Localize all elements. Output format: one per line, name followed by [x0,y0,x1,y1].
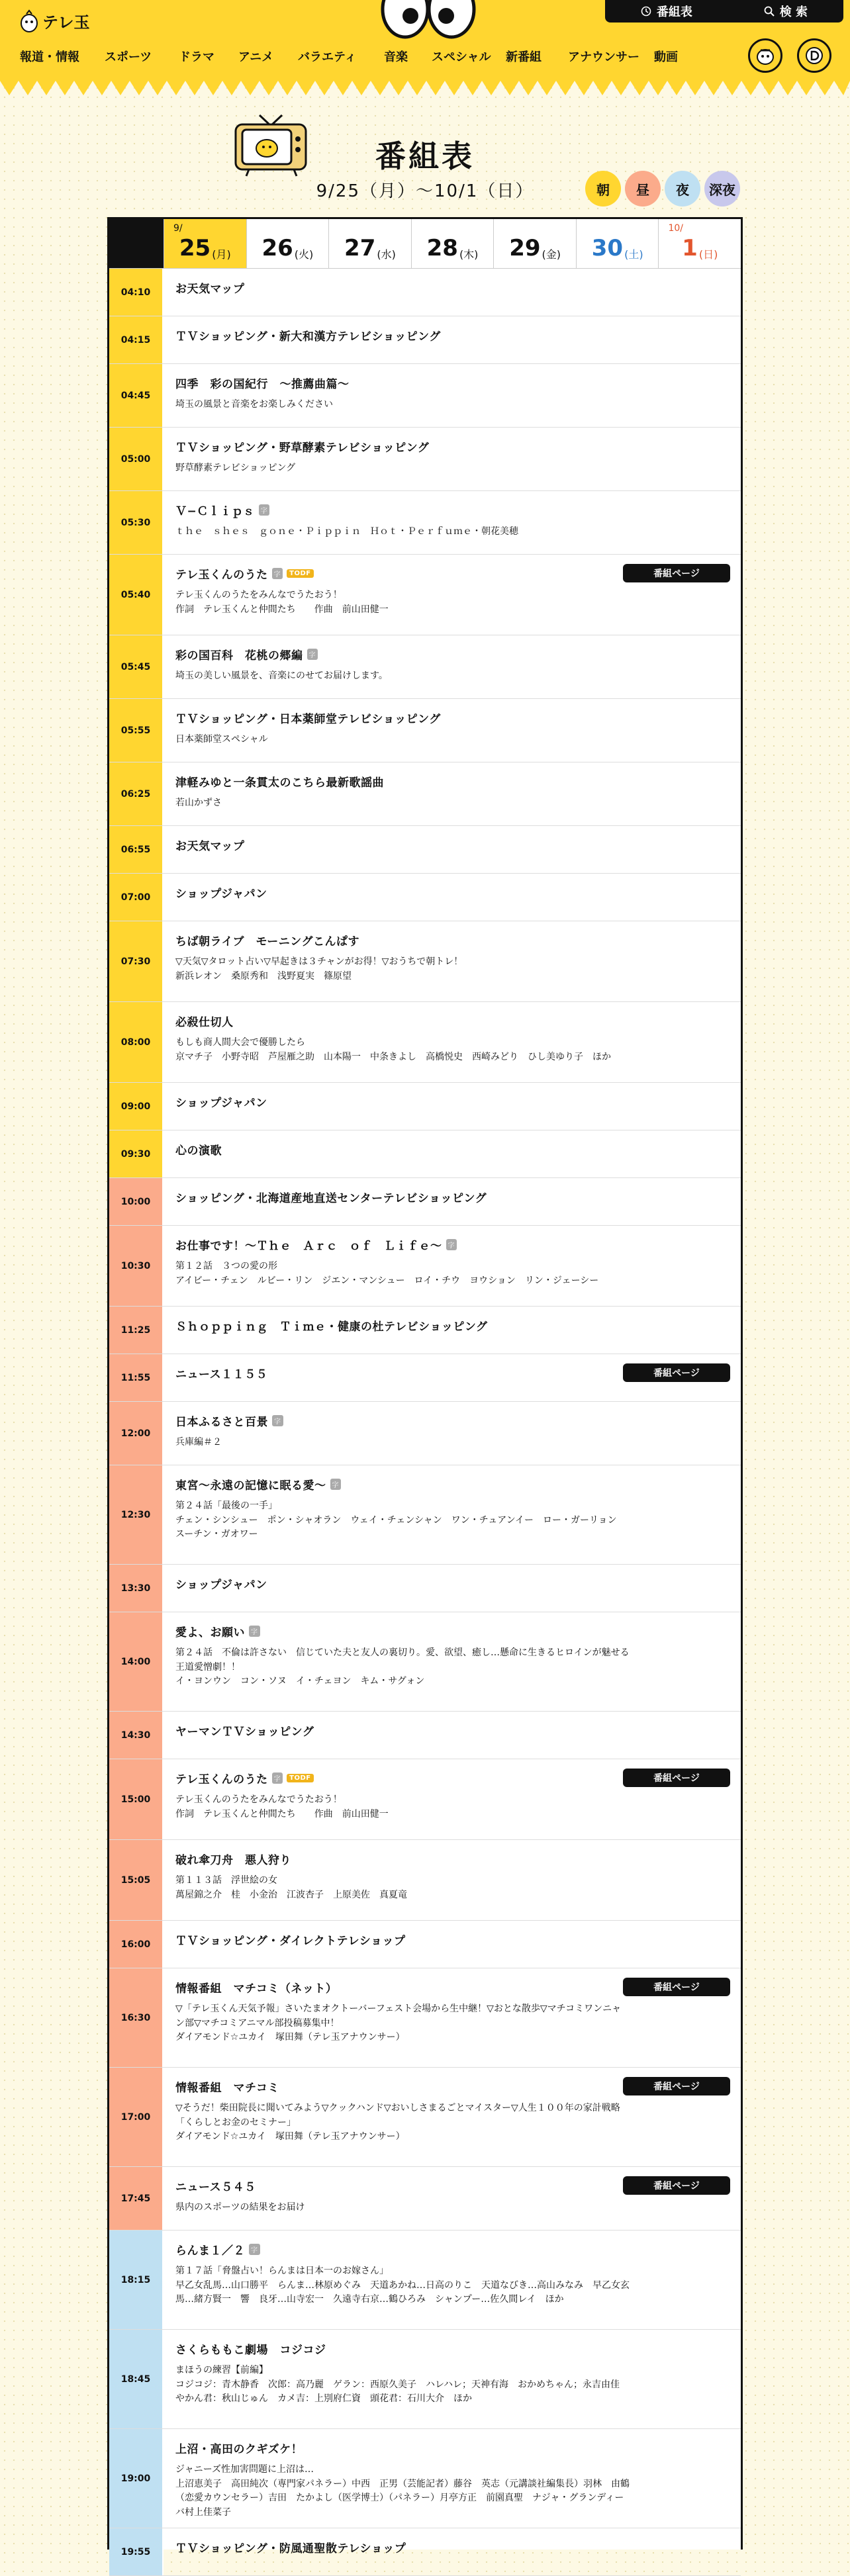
program-description-line: 早乙女乱馬…山口勝平 らんま…林原めぐみ 天道あかね…日高のりこ 天道なびき…高山みなみ 早乙女玄馬…緒方賢一 響 良牙…山寺宏一 久遠寺右京…鶴ひろみ シャンプー…佐久間レイ ほか [175,2279,630,2305]
program-description-line: 埼玉の風景と音楽をお楽しみください [175,399,333,410]
program-description-line: ダイアモンド☆ユカイ 塚田舞（テレ玉アナウンサー） [175,2032,405,2043]
program-time: 16:30 [109,1968,164,2067]
program-body [164,269,741,316]
day-tabs [109,219,741,269]
day-tab-month: 9/ [173,223,183,234]
program-description [175,398,729,412]
program-body [164,1565,741,1612]
nav-news[interactable]: 報道・情報 [20,50,79,64]
program-row[interactable] [109,1612,741,1712]
program-time: 08:00 [109,1002,164,1082]
site-header [0,0,850,81]
program-title-line [175,375,729,391]
program-time: 05:30 [109,491,164,554]
program-time: 19:00 [109,2429,164,2528]
program-description-line: 萬屋錦之介 桂 小金治 江波杏子 上原美佐 真夏竜 [175,1889,407,1900]
program-title[interactable]: ショップジャパン [175,888,267,901]
day-tab-weekday: (月) [212,248,231,261]
program-title[interactable]: ＴＶショッピング・野草酵素テレビショッピング [175,441,430,455]
program-description [175,1646,729,1689]
subtitle-badge-icon: 字 [249,1626,260,1637]
program-title[interactable]: ＴＶショッピング・ダイレクトテレショップ [175,1935,406,1948]
subtitle-badge-icon: 字 [272,1772,283,1784]
program-time: 10:00 [109,1178,164,1225]
slot-morning-button[interactable]: 朝 [585,171,621,207]
program-row[interactable] [109,364,741,428]
program-time: 18:45 [109,2330,164,2428]
program-description [175,1036,729,1064]
program-title-line [175,1623,729,1639]
program-body [164,2330,741,2428]
program-body [164,316,741,363]
program-body [164,1921,741,1968]
data-d-icon [804,45,825,66]
program-row[interactable] [109,826,741,874]
program-time: 04:15 [109,316,164,363]
program-description [175,2201,729,2215]
subtitle-badge-icon: 字 [249,2244,260,2255]
program-row[interactable] [109,2528,741,2576]
program-description-line: 第１７話「脅盤占い！らんまは日本一のお嫁さん」 [175,2266,389,2276]
program-description-line: まほうの練習【前編】 [175,2365,268,2375]
program-title[interactable]: 心の演歌 [175,1144,222,1158]
program-body [164,635,741,698]
day-tab[interactable] [411,219,494,268]
program-description-line: 新浜レオン 桑原秀和 浅野夏実 篠原望 [175,970,352,982]
program-description [175,2364,729,2407]
program-row[interactable] [109,2429,741,2528]
program-title-line [175,884,729,901]
program-time: 17:00 [109,2068,164,2166]
program-description [175,525,729,539]
program-description-line: イ・ヨンウン コン・ソヌ イ・チェヨン キム・サグォン [175,1676,425,1687]
program-row[interactable] [109,1402,741,1465]
program-time: 15:05 [109,1840,164,1920]
program-title[interactable]: 津軽みゆと一条貫太のこちら最新歌謡曲 [175,776,384,790]
nav-music[interactable]: 音楽 [384,50,408,64]
nav-drama[interactable]: ドラマ [179,50,214,64]
day-tab-weekday: (木) [459,248,479,261]
program-description-line: 若山かずさ [175,798,222,808]
program-description-line: 京マチ子 小野寺昭 芦屋雁之助 山本陽一 中条きよし 高橋悦史 西崎みどり ひし美ゆり子 ほか [175,1051,611,1062]
program-title[interactable]: 必殺仕切人 [175,1016,234,1029]
top-utility-bar [605,0,843,23]
program-body [164,826,741,873]
program-row[interactable] [109,269,741,316]
search-link[interactable] [764,3,808,20]
program-time: 11:25 [109,1307,164,1354]
day-tab-date: 28 [426,235,458,261]
program-description [175,2264,729,2307]
program-list [109,269,741,2576]
program-row[interactable] [109,1002,741,1083]
day-tab[interactable] [576,219,659,268]
program-title-line [175,646,729,663]
day-tab[interactable] [246,219,329,268]
program-body [164,491,741,554]
program-row[interactable] [109,1178,741,1226]
program-row[interactable] [109,762,741,826]
search-link-label: 検 索 [779,5,808,19]
day-tab[interactable] [493,219,576,268]
program-description-line: ｔｈｅ ｓｈｅｓ ｇｏｎｅ・Ｐｉｐｐｉｎ Ｈｏｔ・Ｐｅｒｆｕｍｅ・朝花美穂 [175,526,518,537]
program-time: 17:45 [109,2167,164,2230]
program-row[interactable] [109,2068,741,2167]
program-description [175,2101,729,2144]
program-title-line [175,502,729,518]
page-title: 番組表 [375,138,475,174]
program-title-line [175,1093,729,1110]
program-time: 14:30 [109,1712,164,1759]
program-time: 09:00 [109,1083,164,1130]
program-page-button[interactable]: 番組ページ [623,2176,730,2195]
program-time: 07:30 [109,921,164,1001]
program-page-button[interactable]: 番組ページ [623,564,730,582]
program-row[interactable] [109,1565,741,1612]
date-range: 9/25（月）〜10/1（日） [316,181,534,201]
program-description-line: コジコジ：青木静香 次郎：高乃麗 ゲラン：西原久美子 ハレハレ；天神有海 おかめちゃん；永吉由佳 やかん君：秋山じゅん カメ吉：上別府仁資 頭花君：石川大介 ほか [175,2379,630,2405]
program-title[interactable]: 四季 彩の国紀行 〜推薦曲篇〜 [175,378,350,391]
program-title[interactable]: ニュース１１５５ [175,1368,268,1381]
nav-anime[interactable]: アニメ [238,50,274,64]
program-description-line: 第１１３話 浮世絵の女 [175,1875,277,1886]
nav-special[interactable]: スペシャル [432,50,491,64]
site-logo[interactable] [20,9,90,32]
program-body [164,1002,741,1082]
program-description [175,1260,729,1288]
program-row[interactable] [109,1759,741,1840]
subtitle-badge-icon: 字 [307,649,318,660]
program-description-line: 第２４話 不倫は許さない 信じていた夫と友人の裏切り。愛、欲望、癒し…懸命に生きるヒロインが魅せる王道愛憎劇！！ [175,1647,630,1673]
day-tab-date: 27 [344,235,376,261]
day-tab[interactable] [164,219,246,268]
program-time: 05:00 [109,428,164,490]
nav-new-programs[interactable]: 新番組 [506,50,542,64]
program-row[interactable] [109,635,741,699]
program-title-line [175,1236,729,1253]
program-title-line [175,327,729,344]
program-title-line [175,932,729,948]
program-title[interactable]: ショップジャパン [175,1097,267,1110]
program-page-button[interactable]: 番組ページ [623,2077,730,2095]
program-time: 05:55 [109,699,164,762]
program-description-line: ダイアモンド☆ユカイ 塚田舞（テレ玉アナウンサー） [175,2131,405,2142]
program-body [164,921,741,1001]
program-row[interactable] [109,2231,741,2330]
subtitle-badge-icon: 字 [259,504,270,516]
program-body [164,1083,741,1130]
nav-sports[interactable]: スポーツ [105,50,152,64]
program-body [164,1178,741,1225]
subtitle-badge-icon: 字 [330,1479,342,1490]
day-tab[interactable] [328,219,411,268]
program-title[interactable]: 東宮〜永遠の記憶に眠る愛〜 [175,1479,326,1493]
schedule-link[interactable] [641,3,692,20]
program-title[interactable]: ＴＶショッピング・防風通聖散テレショップ [175,2542,406,2555]
program-description [175,1874,729,1902]
program-row[interactable] [109,699,741,762]
program-row[interactable] [109,921,741,1002]
program-time: 06:25 [109,762,164,825]
program-body [164,1402,741,1465]
program-time: 12:00 [109,1402,164,1465]
program-body [164,428,741,490]
main-nav [20,48,694,65]
mascot-shop-button[interactable] [748,38,782,73]
tag-badge: TODF [287,1774,313,1782]
program-description [175,2002,729,2045]
program-description [175,955,729,984]
slot-night-button[interactable]: 夜 [665,171,700,207]
program-title-line [175,1575,729,1592]
program-title[interactable]: お天気マップ [175,283,245,296]
program-description-line: テレ玉くんのうたをみんなでうたおう！ [175,1794,342,1805]
program-page-button[interactable]: 番組ページ [623,1363,730,1382]
program-title-line [175,1476,729,1493]
program-title[interactable]: さくらももこ劇場 コジコジ [175,2344,326,2357]
program-description [175,669,729,684]
program-row[interactable] [109,1226,741,1307]
program-body [164,874,741,921]
day-tab-weekday: (日) [698,248,718,261]
program-body [164,762,741,825]
program-description-line: テレ玉くんのうたをみんなでうたおう！ [175,590,342,600]
program-row[interactable] [109,1130,741,1178]
clock-icon [641,6,651,17]
program-time: 06:55 [109,826,164,873]
program-row[interactable] [109,316,741,364]
program-row[interactable] [109,1968,741,2068]
program-row[interactable] [109,1083,741,1130]
program-body [164,1226,741,1306]
program-body [164,364,741,427]
logo-text: テレ玉 [42,13,90,32]
program-row[interactable] [109,1465,741,1565]
program-title[interactable]: 愛よ、お願い [175,1626,245,1639]
mascot-eyes-icon [379,0,478,41]
program-description-line: ジャニーズ性加害問題に上沼は… [175,2464,314,2475]
program-description [175,733,729,747]
program-title[interactable]: らんま１／２ [175,2244,245,2258]
program-body [164,2231,741,2329]
program-time: 16:00 [109,1921,164,1968]
program-title-line [175,1412,729,1429]
program-title-line [175,1851,729,1867]
day-tab-date: 29 [509,235,541,261]
program-description-line: 埼玉の美しい風景を、音楽にのせてお届けします。 [175,670,388,681]
program-title[interactable]: 情報番組 マチコミ [175,2082,279,2095]
program-title[interactable]: お天気マップ [175,840,245,853]
day-tab-weekday: (土) [624,248,643,261]
program-description-line: 日本薬師堂スペシャル [175,734,268,745]
program-title[interactable]: ニュース５４５ [175,2181,256,2194]
day-tab-date: 26 [261,235,293,261]
program-title[interactable]: Ｖ−Ｃｌｉｐｓ [175,505,255,518]
program-body [164,699,741,762]
program-title-line [175,279,729,296]
program-time: 15:00 [109,1759,164,1839]
program-title-line [175,1931,729,1948]
program-description-line: 作詞 テレ玉くんと仲間たち 作曲 前山田健一 [175,604,389,615]
program-description-line: ▽そうだ！柴田院長に聞いてみよう▽クックハンド▽おいしさまるごとマイスター▽人生１００年の家計戦略「くらしとお金のセミナー」 [175,2103,620,2128]
program-description [175,1793,729,1821]
program-description [175,588,729,617]
program-title[interactable]: 彩の国百科 花桃の郷編 [175,649,303,663]
nav-announcers[interactable]: アナウンサー [568,50,639,64]
program-title[interactable]: 上沼・高田のクギズケ！ [175,2443,303,2456]
program-time: 05:40 [109,555,164,635]
program-body [164,1612,741,1711]
program-title-line [175,1013,729,1029]
program-description [175,796,729,811]
program-body [164,2528,741,2575]
program-title[interactable]: ヤーマンＴＶショッピング [175,1725,314,1739]
program-title[interactable]: テレ玉くんのうた [175,1773,268,1786]
slot-latenight-button[interactable]: 深夜 [704,171,740,207]
program-description-line: 第２４話「最後の一手」 [175,1500,277,1511]
program-title[interactable]: 日本ふるさと百景 [175,1416,268,1429]
program-row[interactable] [109,2330,741,2429]
day-tabs-corner [109,219,164,268]
program-time: 05:45 [109,635,164,698]
program-description [175,461,729,476]
nav-variety[interactable]: バラエティ [298,50,357,64]
slot-daytime-button[interactable]: 昼 [625,171,661,207]
program-description-line: 第１２話 ３つの愛の形 [175,1261,277,1271]
program-title-line [175,773,729,790]
program-title[interactable]: ちば朝ライブ モーニングこんぱす [175,935,359,948]
program-row[interactable] [109,555,741,635]
program-title[interactable]: Ｓｈｏｐｐｉｎｇ Ｔｉｍｅ・健康の杜テレビショッピング [175,1320,488,1334]
program-title[interactable]: ショップジャパン [175,1579,267,1592]
program-body [164,1712,741,1759]
program-description-line: 上沼恵美子 高田純次（専門家パネラー）中西 正男（芸能記者）藤谷 英志（元講談社編集長）羽林 由鶴（恋愛カウンセラー）吉田 たかよし（医学博士）（パネラー）月亭方正 前園真聖 ナジャ・グランディーバ村上佳菜子 [175,2478,630,2518]
header-zigzag-edge [0,81,850,98]
data-broadcast-button[interactable] [797,38,831,73]
program-time: 18:15 [109,2231,164,2329]
program-time: 12:30 [109,1465,164,1564]
day-tab-date: 25 [179,235,211,261]
program-time: 04:45 [109,364,164,427]
schedule-grid [107,217,743,2557]
program-row[interactable] [109,874,741,921]
day-tab-date: 1 [682,235,698,261]
program-description-line: チェン・シンシュー ポン・シャオラン ウェイ・チェンシャン ワン・チュアンイー ロー・ガーリョン スーチン・ガオワー [175,1514,626,1540]
program-time: 07:00 [109,874,164,921]
day-tab-weekday: (火) [294,248,314,261]
teletama-mascot-icon [20,10,38,32]
program-description-line: 野草酵素テレビショッピング [175,463,296,473]
program-page-button[interactable]: 番組ページ [623,1769,730,1787]
program-title-line [175,1722,729,1739]
program-description [175,2463,729,2520]
program-description-line: もしも商人間大会で優勝したら [175,1037,305,1048]
program-title-line [175,1141,729,1158]
program-time: 11:55 [109,1354,164,1401]
program-title-line [175,2340,729,2357]
program-time: 09:30 [109,1130,164,1177]
subtitle-badge-icon: 字 [446,1239,457,1250]
subtitle-badge-icon: 字 [272,568,283,579]
day-tab[interactable] [658,219,741,268]
tag-badge: TODF [287,569,313,578]
program-title-line [175,2539,729,2555]
program-body [164,1840,741,1920]
search-icon [764,6,775,17]
program-row[interactable] [109,1712,741,1759]
program-body [164,1130,741,1177]
program-time: 04:10 [109,269,164,316]
program-title-line [175,1189,729,1205]
program-description-line: ▽天気▽タロット占い▽早起きは３チャンがお得！▽おうちで朝トレ！ [175,956,463,967]
program-title[interactable]: お仕事です！〜Ｔｈｅ Ａｒｃ ｏｆ Ｌｉｆｅ〜 [175,1240,442,1253]
program-title[interactable]: ショッピング・北海道産地直送センターテレビショッピング [175,1192,487,1205]
program-body [164,1465,741,1564]
subtitle-badge-icon: 字 [272,1415,283,1426]
program-time: 14:00 [109,1612,164,1711]
program-description-line: 作詞 テレ玉くんと仲間たち 作曲 前山田健一 [175,1808,389,1819]
program-description-line: 県内のスポーツの結果をお届け [175,2202,305,2213]
program-title-line [175,710,729,726]
program-title-line [175,2241,729,2258]
program-description-line: アイビー・チェン ルビー・リン ジエン・マンシュー ロイ・チウ ヨウション リン・ジェーシー [175,1275,599,1286]
program-title-line [175,1317,729,1334]
day-tab-month: 10/ [668,223,683,234]
day-tab-date: 30 [591,235,624,261]
program-title-line [175,837,729,853]
day-tab-weekday: (金) [542,248,561,261]
mascot-face-icon [755,45,776,66]
program-row[interactable] [109,1840,741,1921]
program-row[interactable] [109,1307,741,1354]
program-body [164,2429,741,2528]
program-description [175,1436,729,1450]
program-description-line: ▽「テレ玉くん天気予報」さいたまオクトーバーフェスト会場から生中継！▽おとな散歩▽マチコミワンニャン部▽マチコミアニマル部投稿募集中！ [175,2003,622,2029]
program-description-line: 兵庫編＃２ [175,1437,222,1448]
program-title-line [175,2440,729,2456]
program-title[interactable]: ＴＶショッピング・新大和漢方テレビショッピング [175,330,441,344]
program-title-line [175,438,729,455]
program-row[interactable] [109,491,741,555]
program-time: 13:30 [109,1565,164,1612]
program-title[interactable]: テレ玉くんのうた [175,569,268,582]
program-page-button[interactable]: 番組ページ [623,1978,730,1996]
program-time: 19:55 [109,2528,164,2575]
schedule-link-label: 番組表 [656,5,692,19]
day-tab-weekday: (水) [377,248,396,261]
nav-videos[interactable]: 動画 [654,50,678,64]
program-title[interactable]: 破れ傘刀舟 悪人狩り [175,1854,291,1867]
program-body [164,1307,741,1354]
program-time: 10:30 [109,1226,164,1306]
program-row[interactable] [109,428,741,491]
program-row[interactable] [109,2167,741,2231]
program-row[interactable] [109,1354,741,1402]
program-title[interactable]: 情報番組 マチコミ（ネット） [175,1982,338,1996]
program-row[interactable] [109,1921,741,1968]
program-description [175,1499,729,1542]
program-title[interactable]: ＴＶショッピング・日本薬師堂テレビショッピング [175,713,441,726]
